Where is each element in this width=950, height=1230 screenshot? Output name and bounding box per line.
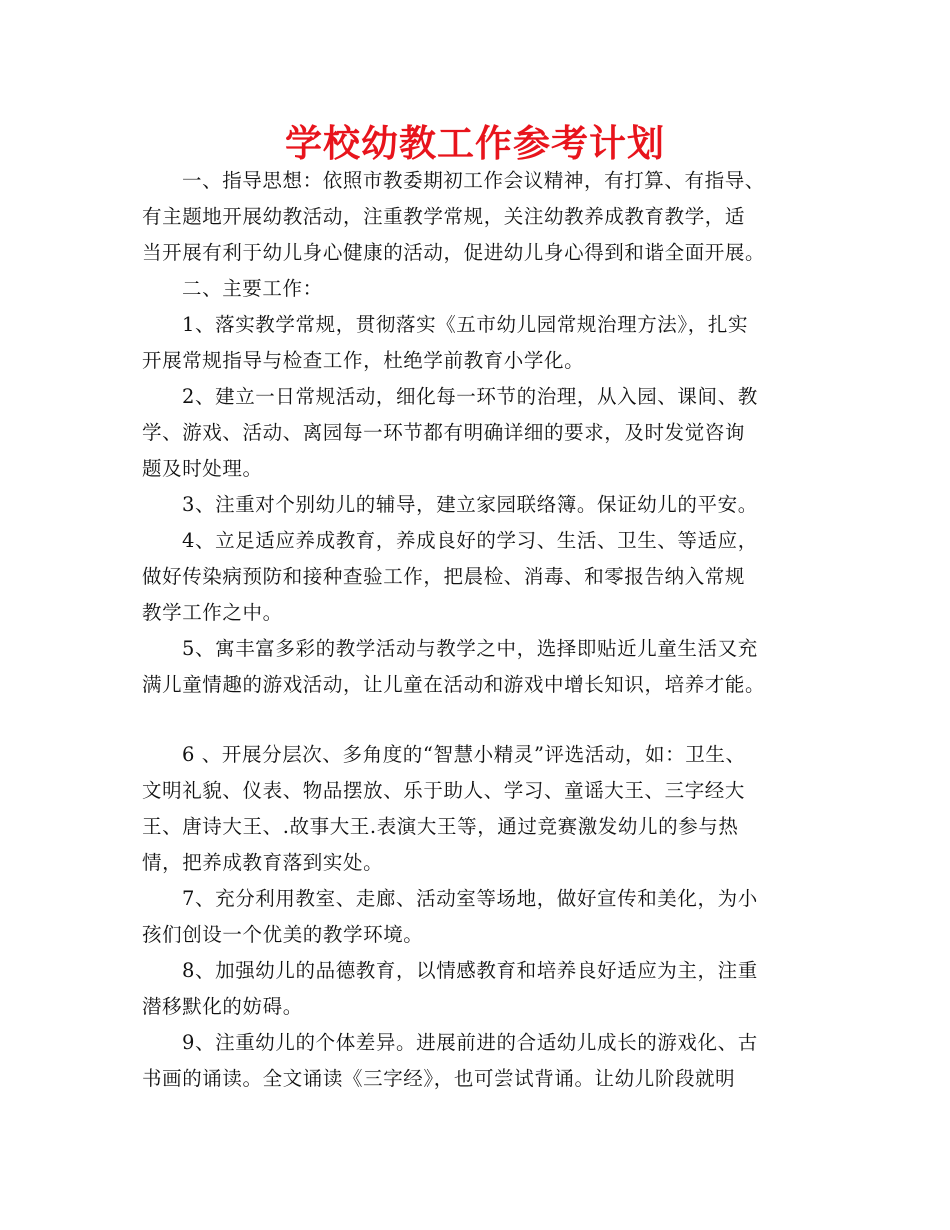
paragraph-line: 当开展有利于幼儿身心健康的活动，促进幼儿身心得到和谐全面开展。 — [142, 241, 766, 264]
paragraph-line: 1、落实教学常规，贯彻落实《五市幼儿园常规治理方法》，扎实 — [182, 313, 749, 336]
paragraph-line: 情，把养成教育落到实处。 — [142, 851, 384, 874]
paragraph-line: 教学工作之中。 — [142, 601, 283, 624]
paragraph-line: 潜移默化的妨碍。 — [142, 995, 303, 1018]
paragraph-line: 7、充分利用教室、走廊、活动室等场地，做好宣传和美化，为小 — [182, 887, 758, 910]
paragraph-line: 王、唐诗大王、.故事大王.表演大王等，通过竞赛激发幼儿的参与热 — [142, 815, 739, 838]
section-heading: 二、主要工作： — [182, 277, 323, 300]
paragraph-line: 文明礼貌、仪表、物品摆放、乐于助人、学习、童谣大王、三字经大 — [142, 779, 746, 802]
paragraph-line: 做好传染病预防和接种查验工作，把晨检、消毒、和零报告纳入常规 — [142, 565, 746, 588]
paragraph-line: 9、注重幼儿的个体差异。进展前进的合适幼儿成长的游戏化、古 — [182, 1031, 758, 1054]
paragraph-line: 书画的诵读。全文诵读《三字经》，也可尝试背诵。让幼儿阶段就明 — [142, 1067, 736, 1090]
paragraph-line: 4、立足适应养成教育，养成良好的学习、生活、卫生、等适应， — [182, 529, 758, 552]
paragraph-line: 有主题地开展幼教活动，注重教学常规，关注幼教养成教育教学，适 — [142, 205, 746, 228]
paragraph-line: 一、指导思想：依照市教委期初工作会议精神，有打算、有指导、 — [182, 169, 765, 192]
document-title: 学校幼教工作参考计划 — [285, 122, 665, 165]
paragraph-line: 题及时处理。 — [142, 457, 263, 480]
paragraph-line: 2、建立一日常规活动，细化每一环节的治理，从入园、课间、教 — [182, 385, 758, 408]
paragraph-line: 6 、开展分层次、多角度的“智慧小精灵”评选活动，如：卫生、 — [182, 743, 746, 766]
paragraph-line: 3、注重对个别幼儿的辅导，建立家园联络簿。保证幼儿的平安。 — [182, 493, 758, 516]
paragraph-line: 满儿童情趣的游戏活动，让儿童在活动和游戏中增长知识，培养才能。 — [142, 673, 766, 696]
paragraph-line: 8、加强幼儿的品德教育，以情感教育和培养良好适应为主，注重 — [182, 959, 758, 982]
paragraph-line: 5、寓丰富多彩的教学活动与教学之中，选择即贴近儿童生活又充 — [182, 637, 758, 660]
paragraph-line: 孩们创设一个优美的教学环境。 — [142, 923, 424, 946]
paragraph-line: 开展常规指导与检查工作，杜绝学前教育小学化。 — [142, 349, 585, 372]
paragraph-line: 学、游戏、活动、离园每一环节都有明确详细的要求，及时发觉咨询 — [142, 421, 746, 444]
